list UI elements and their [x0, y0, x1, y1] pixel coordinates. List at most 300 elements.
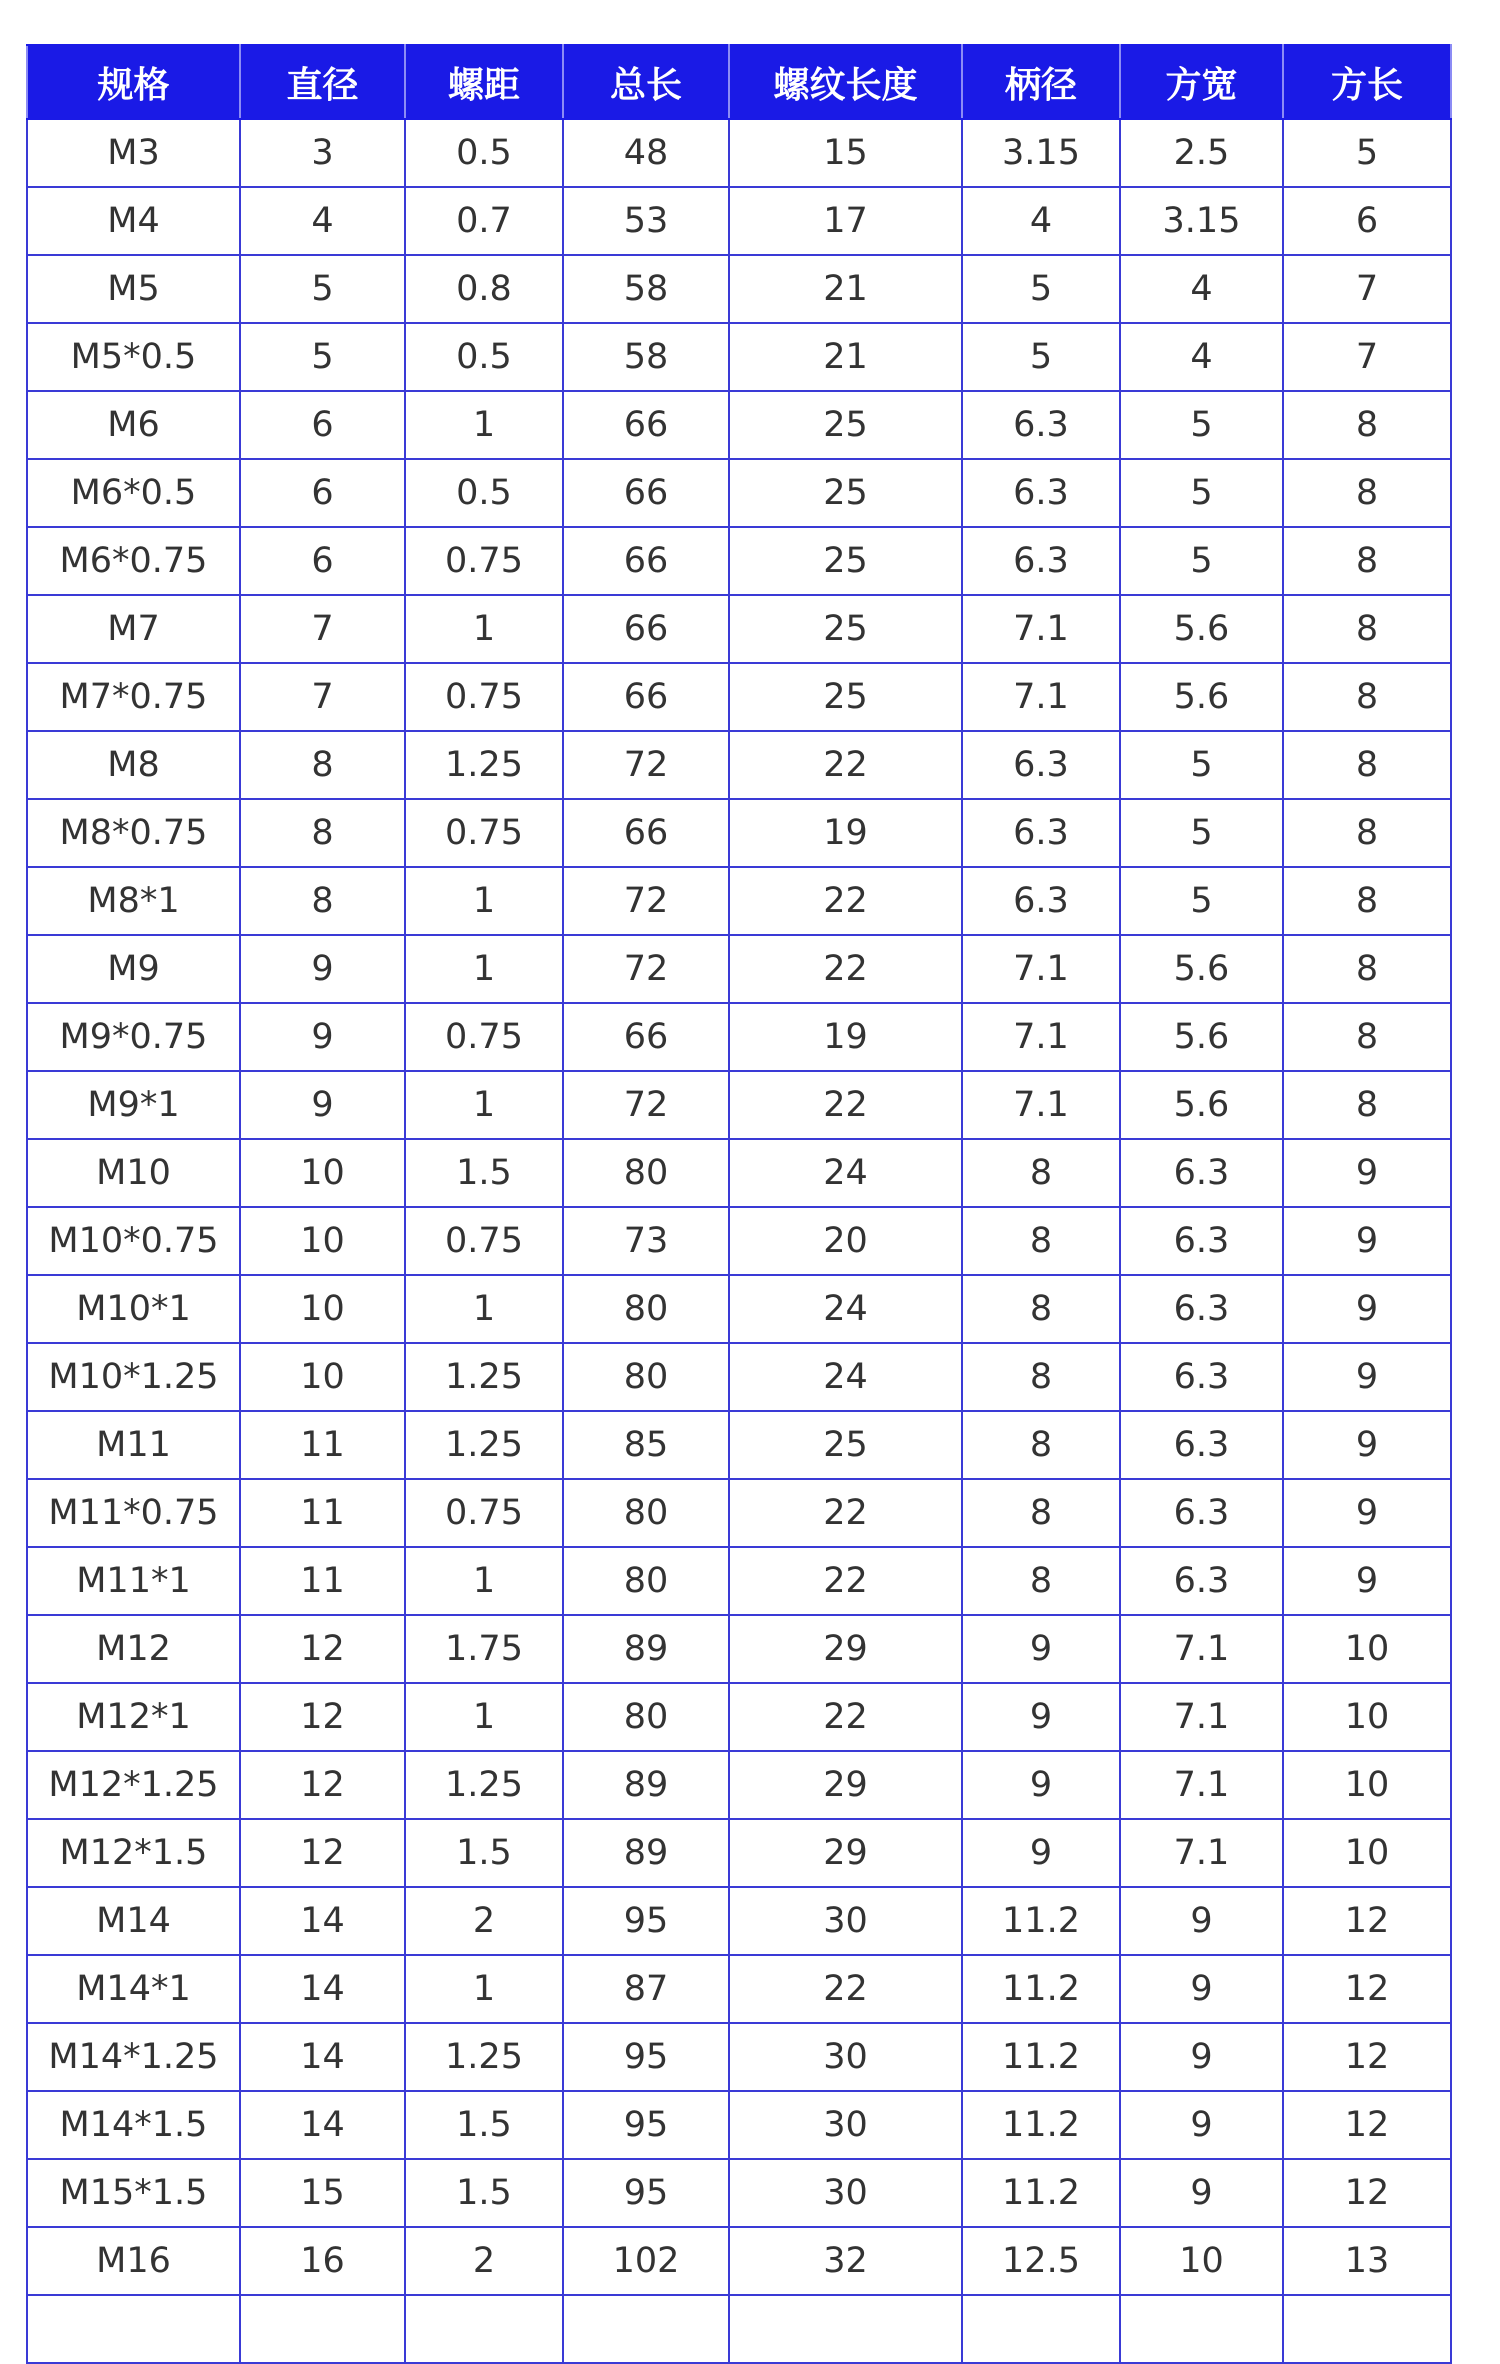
cell-diameter: 11: [240, 1479, 405, 1547]
cell-spec: M9*1: [27, 1071, 240, 1139]
cell-diameter: 12: [240, 1819, 405, 1887]
cell-shank-diameter: 8: [962, 1411, 1120, 1479]
cell-square-length: 9: [1283, 1275, 1451, 1343]
cell-square-length: 12: [1283, 1955, 1451, 2023]
cell-diameter: 10: [240, 1207, 405, 1275]
cell-spec: M9: [27, 935, 240, 1003]
cell-spec: M6: [27, 391, 240, 459]
cell-shank-diameter: 9: [962, 1683, 1120, 1751]
cell-total-length: 80: [563, 1275, 729, 1343]
cell-thread-length: [729, 2295, 962, 2363]
cell-diameter: 11: [240, 1547, 405, 1615]
cell-shank-diameter: 6.3: [962, 459, 1120, 527]
cell-spec: M11*0.75: [27, 1479, 240, 1547]
cell-diameter: 10: [240, 1139, 405, 1207]
table-header: [27, 45, 1451, 119]
cell-diameter: 11: [240, 1411, 405, 1479]
cell-total-length: 87: [563, 1955, 729, 2023]
cell-square-width: 6.3: [1120, 1275, 1283, 1343]
header-cell-shank-diameter: 柄径: [962, 45, 1120, 119]
cell-total-length: 89: [563, 1819, 729, 1887]
cell-shank-diameter: [962, 2295, 1120, 2363]
cell-total-length: 73: [563, 1207, 729, 1275]
cell-total-length: 95: [563, 2159, 729, 2227]
cell-total-length: 48: [563, 119, 729, 187]
table-row: [27, 1683, 1451, 1751]
cell-spec: M5: [27, 255, 240, 323]
cell-shank-diameter: 8: [962, 1343, 1120, 1411]
cell-square-width: 5: [1120, 391, 1283, 459]
cell-thread-length: 24: [729, 1275, 962, 1343]
cell-spec: M12*1: [27, 1683, 240, 1751]
cell-shank-diameter: 7.1: [962, 663, 1120, 731]
table-row: [27, 2159, 1451, 2227]
header-cell-diameter: 直径: [240, 45, 405, 119]
cell-spec: M5*0.5: [27, 323, 240, 391]
cell-diameter: 4: [240, 187, 405, 255]
cell-shank-diameter: 9: [962, 1819, 1120, 1887]
cell-square-width: 10: [1120, 2227, 1283, 2295]
cell-spec: M7: [27, 595, 240, 663]
cell-square-width: 3.15: [1120, 187, 1283, 255]
cell-total-length: 66: [563, 1003, 729, 1071]
cell-pitch: 0.8: [405, 255, 563, 323]
cell-total-length: 89: [563, 1751, 729, 1819]
cell-pitch: 1.25: [405, 1751, 563, 1819]
cell-square-length: 8: [1283, 663, 1451, 731]
cell-square-width: 5: [1120, 799, 1283, 867]
cell-square-width: 6.3: [1120, 1547, 1283, 1615]
spec-table: [26, 44, 1452, 2364]
cell-pitch: 1: [405, 1955, 563, 2023]
cell-square-width: [1120, 2295, 1283, 2363]
cell-diameter: [240, 2295, 405, 2363]
cell-square-length: 9: [1283, 1343, 1451, 1411]
cell-diameter: 14: [240, 1887, 405, 1955]
cell-thread-length: 29: [729, 1615, 962, 1683]
cell-pitch: 1.75: [405, 1615, 563, 1683]
table-row: [27, 2023, 1451, 2091]
table-row: [27, 1751, 1451, 1819]
header-row: [27, 45, 1451, 119]
cell-diameter: 8: [240, 799, 405, 867]
cell-square-length: 9: [1283, 1411, 1451, 1479]
cell-total-length: 53: [563, 187, 729, 255]
cell-pitch: 0.75: [405, 799, 563, 867]
cell-total-length: 80: [563, 1547, 729, 1615]
cell-diameter: 9: [240, 1071, 405, 1139]
table-row: [27, 595, 1451, 663]
cell-square-length: 8: [1283, 527, 1451, 595]
cell-spec: M10*0.75: [27, 1207, 240, 1275]
table-row: [27, 1479, 1451, 1547]
table-row: [27, 1275, 1451, 1343]
cell-square-length: 8: [1283, 595, 1451, 663]
table-row: [27, 2091, 1451, 2159]
cell-pitch: 0.75: [405, 1479, 563, 1547]
cell-total-length: 72: [563, 1071, 729, 1139]
cell-spec: M7*0.75: [27, 663, 240, 731]
cell-shank-diameter: 9: [962, 1751, 1120, 1819]
cell-pitch: 1: [405, 1275, 563, 1343]
cell-diameter: 12: [240, 1615, 405, 1683]
cell-square-width: 4: [1120, 255, 1283, 323]
cell-thread-length: 21: [729, 255, 962, 323]
table-row: [27, 663, 1451, 731]
cell-square-width: 6.3: [1120, 1343, 1283, 1411]
cell-shank-diameter: 3.15: [962, 119, 1120, 187]
table-row: [27, 1411, 1451, 1479]
cell-square-length: 8: [1283, 391, 1451, 459]
cell-square-width: 5: [1120, 527, 1283, 595]
cell-diameter: 14: [240, 2023, 405, 2091]
cell-thread-length: 22: [729, 1071, 962, 1139]
cell-pitch: 1.5: [405, 1819, 563, 1887]
cell-square-width: 7.1: [1120, 1683, 1283, 1751]
cell-shank-diameter: 12.5: [962, 2227, 1120, 2295]
cell-total-length: 72: [563, 935, 729, 1003]
cell-square-width: 5: [1120, 459, 1283, 527]
table-body: [27, 119, 1451, 2363]
cell-pitch: 2: [405, 1887, 563, 1955]
cell-pitch: 0.75: [405, 527, 563, 595]
cell-shank-diameter: 6.3: [962, 799, 1120, 867]
cell-spec: M14*1.5: [27, 2091, 240, 2159]
cell-thread-length: 25: [729, 391, 962, 459]
cell-shank-diameter: 11.2: [962, 2023, 1120, 2091]
cell-spec: M8: [27, 731, 240, 799]
cell-square-length: 9: [1283, 1207, 1451, 1275]
cell-total-length: 95: [563, 2091, 729, 2159]
cell-diameter: 6: [240, 527, 405, 595]
cell-pitch: 1: [405, 391, 563, 459]
cell-diameter: 3: [240, 119, 405, 187]
cell-thread-length: 22: [729, 1955, 962, 2023]
cell-thread-length: 24: [729, 1343, 962, 1411]
cell-diameter: 8: [240, 867, 405, 935]
cell-thread-length: 22: [729, 1683, 962, 1751]
cell-spec: M12: [27, 1615, 240, 1683]
cell-square-width: 6.3: [1120, 1479, 1283, 1547]
cell-total-length: 80: [563, 1343, 729, 1411]
table-row: [27, 1343, 1451, 1411]
cell-pitch: [405, 2295, 563, 2363]
cell-square-width: 5.6: [1120, 935, 1283, 1003]
cell-total-length: 66: [563, 391, 729, 459]
cell-pitch: 1: [405, 595, 563, 663]
cell-total-length: 102: [563, 2227, 729, 2295]
cell-shank-diameter: 6.3: [962, 527, 1120, 595]
cell-shank-diameter: 11.2: [962, 2091, 1120, 2159]
cell-thread-length: 29: [729, 1751, 962, 1819]
table-row: [27, 1071, 1451, 1139]
cell-diameter: 10: [240, 1343, 405, 1411]
cell-thread-length: 22: [729, 1547, 962, 1615]
cell-square-width: 5: [1120, 867, 1283, 935]
cell-pitch: 0.75: [405, 1003, 563, 1071]
cell-thread-length: 17: [729, 187, 962, 255]
cell-thread-length: 19: [729, 1003, 962, 1071]
cell-pitch: 1.25: [405, 1343, 563, 1411]
cell-thread-length: 25: [729, 663, 962, 731]
cell-pitch: 1.25: [405, 2023, 563, 2091]
cell-thread-length: 25: [729, 1411, 962, 1479]
table-row: [27, 255, 1451, 323]
cell-spec: M10*1: [27, 1275, 240, 1343]
cell-thread-length: 22: [729, 867, 962, 935]
cell-spec: M11: [27, 1411, 240, 1479]
cell-spec: M8*1: [27, 867, 240, 935]
cell-spec: M12*1.5: [27, 1819, 240, 1887]
cell-square-length: 8: [1283, 799, 1451, 867]
cell-square-width: 9: [1120, 1955, 1283, 2023]
cell-shank-diameter: 6.3: [962, 731, 1120, 799]
cell-spec: M15*1.5: [27, 2159, 240, 2227]
cell-spec: M9*0.75: [27, 1003, 240, 1071]
table-row: [27, 1003, 1451, 1071]
cell-pitch: 1: [405, 867, 563, 935]
cell-square-width: 2.5: [1120, 119, 1283, 187]
cell-shank-diameter: 7.1: [962, 595, 1120, 663]
cell-pitch: 0.5: [405, 459, 563, 527]
cell-square-length: 9: [1283, 1547, 1451, 1615]
table-row: [27, 1955, 1451, 2023]
cell-diameter: 9: [240, 1003, 405, 1071]
cell-diameter: 8: [240, 731, 405, 799]
cell-shank-diameter: 11.2: [962, 1887, 1120, 1955]
table-row: [27, 2227, 1451, 2295]
cell-thread-length: 32: [729, 2227, 962, 2295]
cell-pitch: 0.75: [405, 663, 563, 731]
cell-pitch: 1.25: [405, 1411, 563, 1479]
cell-square-length: 12: [1283, 2023, 1451, 2091]
cell-square-width: 4: [1120, 323, 1283, 391]
cell-diameter: 6: [240, 391, 405, 459]
cell-spec: M12*1.25: [27, 1751, 240, 1819]
header-cell-total-length: 总长: [563, 45, 729, 119]
cell-pitch: 0.5: [405, 119, 563, 187]
cell-shank-diameter: 7.1: [962, 1003, 1120, 1071]
cell-shank-diameter: 7.1: [962, 1071, 1120, 1139]
cell-diameter: 15: [240, 2159, 405, 2227]
table-row: [27, 2295, 1451, 2363]
cell-thread-length: 22: [729, 731, 962, 799]
cell-thread-length: 29: [729, 1819, 962, 1887]
cell-spec: M10: [27, 1139, 240, 1207]
cell-square-width: 5.6: [1120, 1003, 1283, 1071]
cell-total-length: 66: [563, 663, 729, 731]
cell-total-length: [563, 2295, 729, 2363]
cell-pitch: 0.7: [405, 187, 563, 255]
cell-shank-diameter: 8: [962, 1547, 1120, 1615]
cell-square-length: 12: [1283, 1887, 1451, 1955]
cell-total-length: 80: [563, 1479, 729, 1547]
table-row: [27, 935, 1451, 1003]
table-row: [27, 867, 1451, 935]
table-row: [27, 1887, 1451, 1955]
cell-spec: M4: [27, 187, 240, 255]
cell-shank-diameter: 5: [962, 255, 1120, 323]
table-row: [27, 1819, 1451, 1887]
table-row: [27, 527, 1451, 595]
cell-square-width: 9: [1120, 2091, 1283, 2159]
cell-total-length: 72: [563, 731, 729, 799]
cell-square-length: 8: [1283, 867, 1451, 935]
cell-square-length: 6: [1283, 187, 1451, 255]
cell-shank-diameter: 4: [962, 187, 1120, 255]
cell-thread-length: 21: [729, 323, 962, 391]
cell-pitch: 1.25: [405, 731, 563, 799]
cell-square-length: 12: [1283, 2091, 1451, 2159]
header-cell-square-length: 方长: [1283, 45, 1451, 119]
cell-total-length: 89: [563, 1615, 729, 1683]
cell-square-length: 12: [1283, 2159, 1451, 2227]
cell-diameter: 16: [240, 2227, 405, 2295]
cell-thread-length: 24: [729, 1139, 962, 1207]
cell-square-width: 9: [1120, 1887, 1283, 1955]
cell-diameter: 12: [240, 1683, 405, 1751]
cell-total-length: 66: [563, 527, 729, 595]
cell-total-length: 80: [563, 1683, 729, 1751]
cell-spec: M14: [27, 1887, 240, 1955]
cell-pitch: 1.5: [405, 2091, 563, 2159]
cell-diameter: 12: [240, 1751, 405, 1819]
cell-square-length: 5: [1283, 119, 1451, 187]
cell-pitch: 1: [405, 935, 563, 1003]
cell-square-length: 10: [1283, 1751, 1451, 1819]
cell-pitch: 1.5: [405, 2159, 563, 2227]
table-row: [27, 1207, 1451, 1275]
cell-total-length: 66: [563, 459, 729, 527]
cell-shank-diameter: 8: [962, 1139, 1120, 1207]
cell-diameter: 7: [240, 663, 405, 731]
cell-pitch: 1.5: [405, 1139, 563, 1207]
cell-diameter: 5: [240, 255, 405, 323]
cell-square-width: 6.3: [1120, 1207, 1283, 1275]
cell-spec: M3: [27, 119, 240, 187]
cell-shank-diameter: 11.2: [962, 1955, 1120, 2023]
cell-square-length: 9: [1283, 1139, 1451, 1207]
cell-square-length: 8: [1283, 1071, 1451, 1139]
cell-pitch: 2: [405, 2227, 563, 2295]
cell-thread-length: 30: [729, 1887, 962, 1955]
cell-total-length: 66: [563, 595, 729, 663]
cell-thread-length: 15: [729, 119, 962, 187]
cell-square-width: 7.1: [1120, 1819, 1283, 1887]
cell-total-length: 58: [563, 323, 729, 391]
cell-pitch: 1: [405, 1071, 563, 1139]
cell-spec: M14*1.25: [27, 2023, 240, 2091]
cell-diameter: 14: [240, 2091, 405, 2159]
cell-square-length: 9: [1283, 1479, 1451, 1547]
cell-square-width: 6.3: [1120, 1139, 1283, 1207]
table-row: [27, 799, 1451, 867]
cell-square-width: 5: [1120, 731, 1283, 799]
cell-square-width: 5.6: [1120, 663, 1283, 731]
cell-thread-length: 19: [729, 799, 962, 867]
cell-square-length: 10: [1283, 1819, 1451, 1887]
cell-total-length: 66: [563, 799, 729, 867]
cell-thread-length: 30: [729, 2091, 962, 2159]
cell-shank-diameter: 5: [962, 323, 1120, 391]
cell-diameter: 7: [240, 595, 405, 663]
cell-square-length: 8: [1283, 731, 1451, 799]
cell-spec: M14*1: [27, 1955, 240, 2023]
cell-square-width: 5.6: [1120, 1071, 1283, 1139]
table-row: [27, 1615, 1451, 1683]
table-row: [27, 119, 1451, 187]
cell-thread-length: 22: [729, 1479, 962, 1547]
cell-total-length: 80: [563, 1139, 729, 1207]
cell-spec: M16: [27, 2227, 240, 2295]
cell-shank-diameter: 7.1: [962, 935, 1120, 1003]
cell-thread-length: 25: [729, 595, 962, 663]
table-row: [27, 459, 1451, 527]
cell-shank-diameter: 8: [962, 1207, 1120, 1275]
cell-total-length: 95: [563, 2023, 729, 2091]
cell-spec: M11*1: [27, 1547, 240, 1615]
cell-pitch: 1: [405, 1547, 563, 1615]
cell-thread-length: 30: [729, 2023, 962, 2091]
cell-total-length: 85: [563, 1411, 729, 1479]
cell-thread-length: 25: [729, 459, 962, 527]
table-row: [27, 187, 1451, 255]
cell-total-length: 95: [563, 1887, 729, 1955]
cell-spec: [27, 2295, 240, 2363]
cell-diameter: 6: [240, 459, 405, 527]
cell-pitch: 0.5: [405, 323, 563, 391]
cell-diameter: 5: [240, 323, 405, 391]
cell-shank-diameter: 9: [962, 1615, 1120, 1683]
cell-square-length: 13: [1283, 2227, 1451, 2295]
cell-spec: M6*0.75: [27, 527, 240, 595]
cell-pitch: 1: [405, 1683, 563, 1751]
cell-thread-length: 30: [729, 2159, 962, 2227]
cell-shank-diameter: 11.2: [962, 2159, 1120, 2227]
table-row: [27, 391, 1451, 459]
header-cell-spec: 规格: [27, 45, 240, 119]
cell-shank-diameter: 8: [962, 1275, 1120, 1343]
header-cell-pitch: 螺距: [405, 45, 563, 119]
cell-spec: M6*0.5: [27, 459, 240, 527]
cell-spec: M10*1.25: [27, 1343, 240, 1411]
cell-thread-length: 20: [729, 1207, 962, 1275]
cell-total-length: 72: [563, 867, 729, 935]
cell-square-length: 10: [1283, 1615, 1451, 1683]
cell-shank-diameter: 8: [962, 1479, 1120, 1547]
cell-square-width: 7.1: [1120, 1615, 1283, 1683]
table-row: [27, 323, 1451, 391]
cell-square-length: [1283, 2295, 1451, 2363]
cell-square-width: 9: [1120, 2023, 1283, 2091]
cell-square-width: 6.3: [1120, 1411, 1283, 1479]
cell-square-length: 7: [1283, 255, 1451, 323]
cell-total-length: 58: [563, 255, 729, 323]
cell-diameter: 10: [240, 1275, 405, 1343]
cell-square-width: 9: [1120, 2159, 1283, 2227]
cell-pitch: 0.75: [405, 1207, 563, 1275]
table-row: [27, 1139, 1451, 1207]
header-cell-square-width: 方宽: [1120, 45, 1283, 119]
cell-spec: M8*0.75: [27, 799, 240, 867]
cell-square-length: 8: [1283, 1003, 1451, 1071]
cell-thread-length: 22: [729, 935, 962, 1003]
header-cell-thread-length: 螺纹长度: [729, 45, 962, 119]
table-row: [27, 1547, 1451, 1615]
cell-shank-diameter: 6.3: [962, 867, 1120, 935]
cell-square-length: 7: [1283, 323, 1451, 391]
cell-thread-length: 25: [729, 527, 962, 595]
